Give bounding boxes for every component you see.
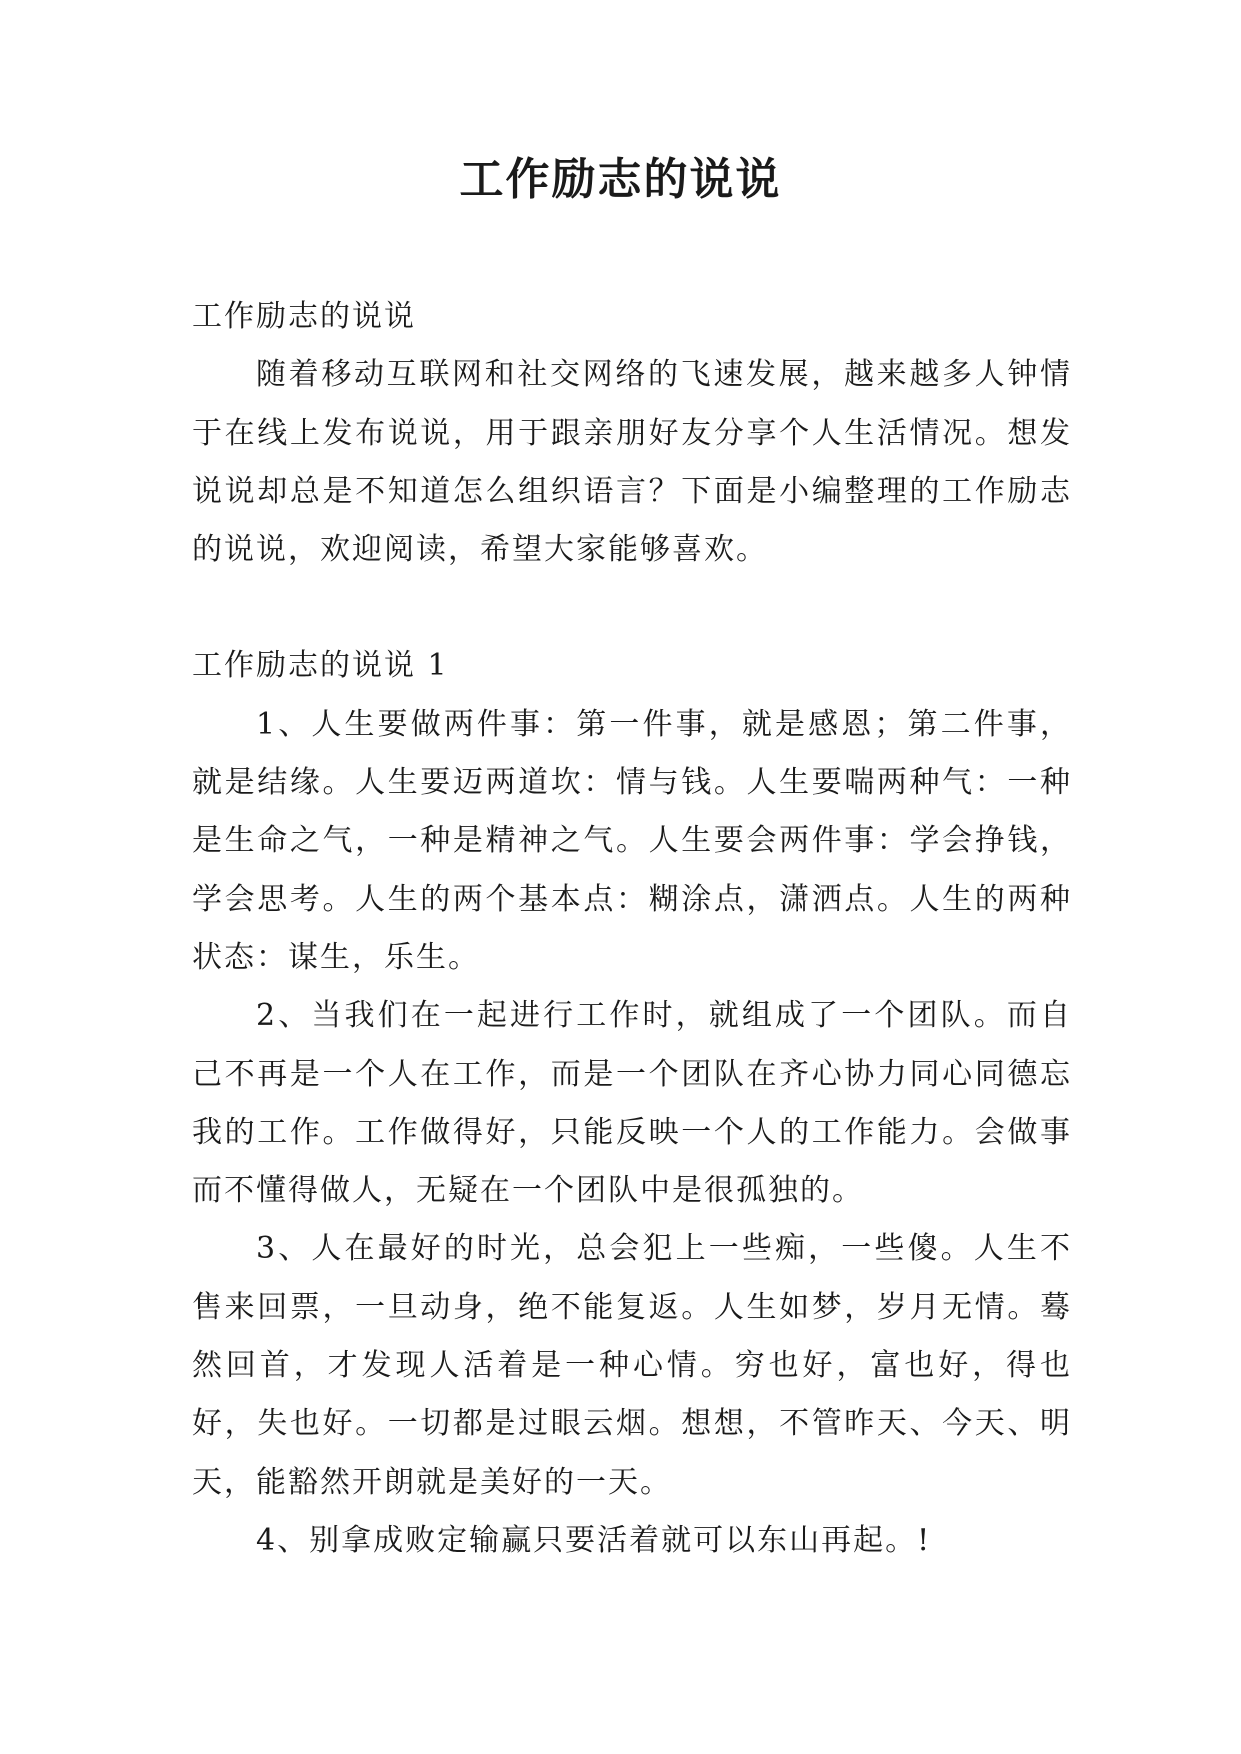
document-subtitle: 工作励志的说说 [192,299,416,334]
document-title: 工作励志的说说 [459,154,782,205]
list-item: 1、人生要做两件事：第一件事，就是感恩；第二件事，就是结缘。人生要迈两道坎：情与钱。人生要喘两种气：一种是生命之气，一种是精神之气。人生要会两件事：学会挣钱，学会思考。人生的两个基本点：糊涂点，潇洒点。人生的两种状态：谋生，乐生。 [192,706,1072,975]
list-item: 3、人在最好的时光，总会犯上一些痴，一些傻。人生不售来回票，一旦动身，绝不能复返。人生如梦，岁月无情。蓦然回首，才发现人活着是一种心情。穷也好，富也好，得也好，失也好。一切都是过眼云烟。想想，不管昨天、今天、明天，能豁然开朗就是美好的一天。 [192,1231,1072,1500]
list-item: 2、当我们在一起进行工作时，就组成了一个团队。而自己不再是一个人在工作，而是一个团队在齐心协力同心同德忘我的工作。工作做得好，只能反映一个人的工作能力。会做事而不懂得做人，无疑在一个团队中是很孤独的。 [192,998,1072,1209]
intro-paragraph: 随着移动互联网和社交网络的飞速发展，越来越多人钟情于在线上发布说说，用于跟亲朋好友分享个人生活情况。想发说说却总是不知道怎么组织语言？下面是小编整理的工作励志的说说，欢迎阅读，希望大家能够喜欢。 [192,357,1072,568]
section-heading: 工作励志的说说 1 [192,648,449,684]
list-item: 4、别拿成败定输赢只要活着就可以东山再起。! [256,1522,932,1558]
document-body [192,288,1072,1570]
paragraph-spacer [192,579,1072,637]
